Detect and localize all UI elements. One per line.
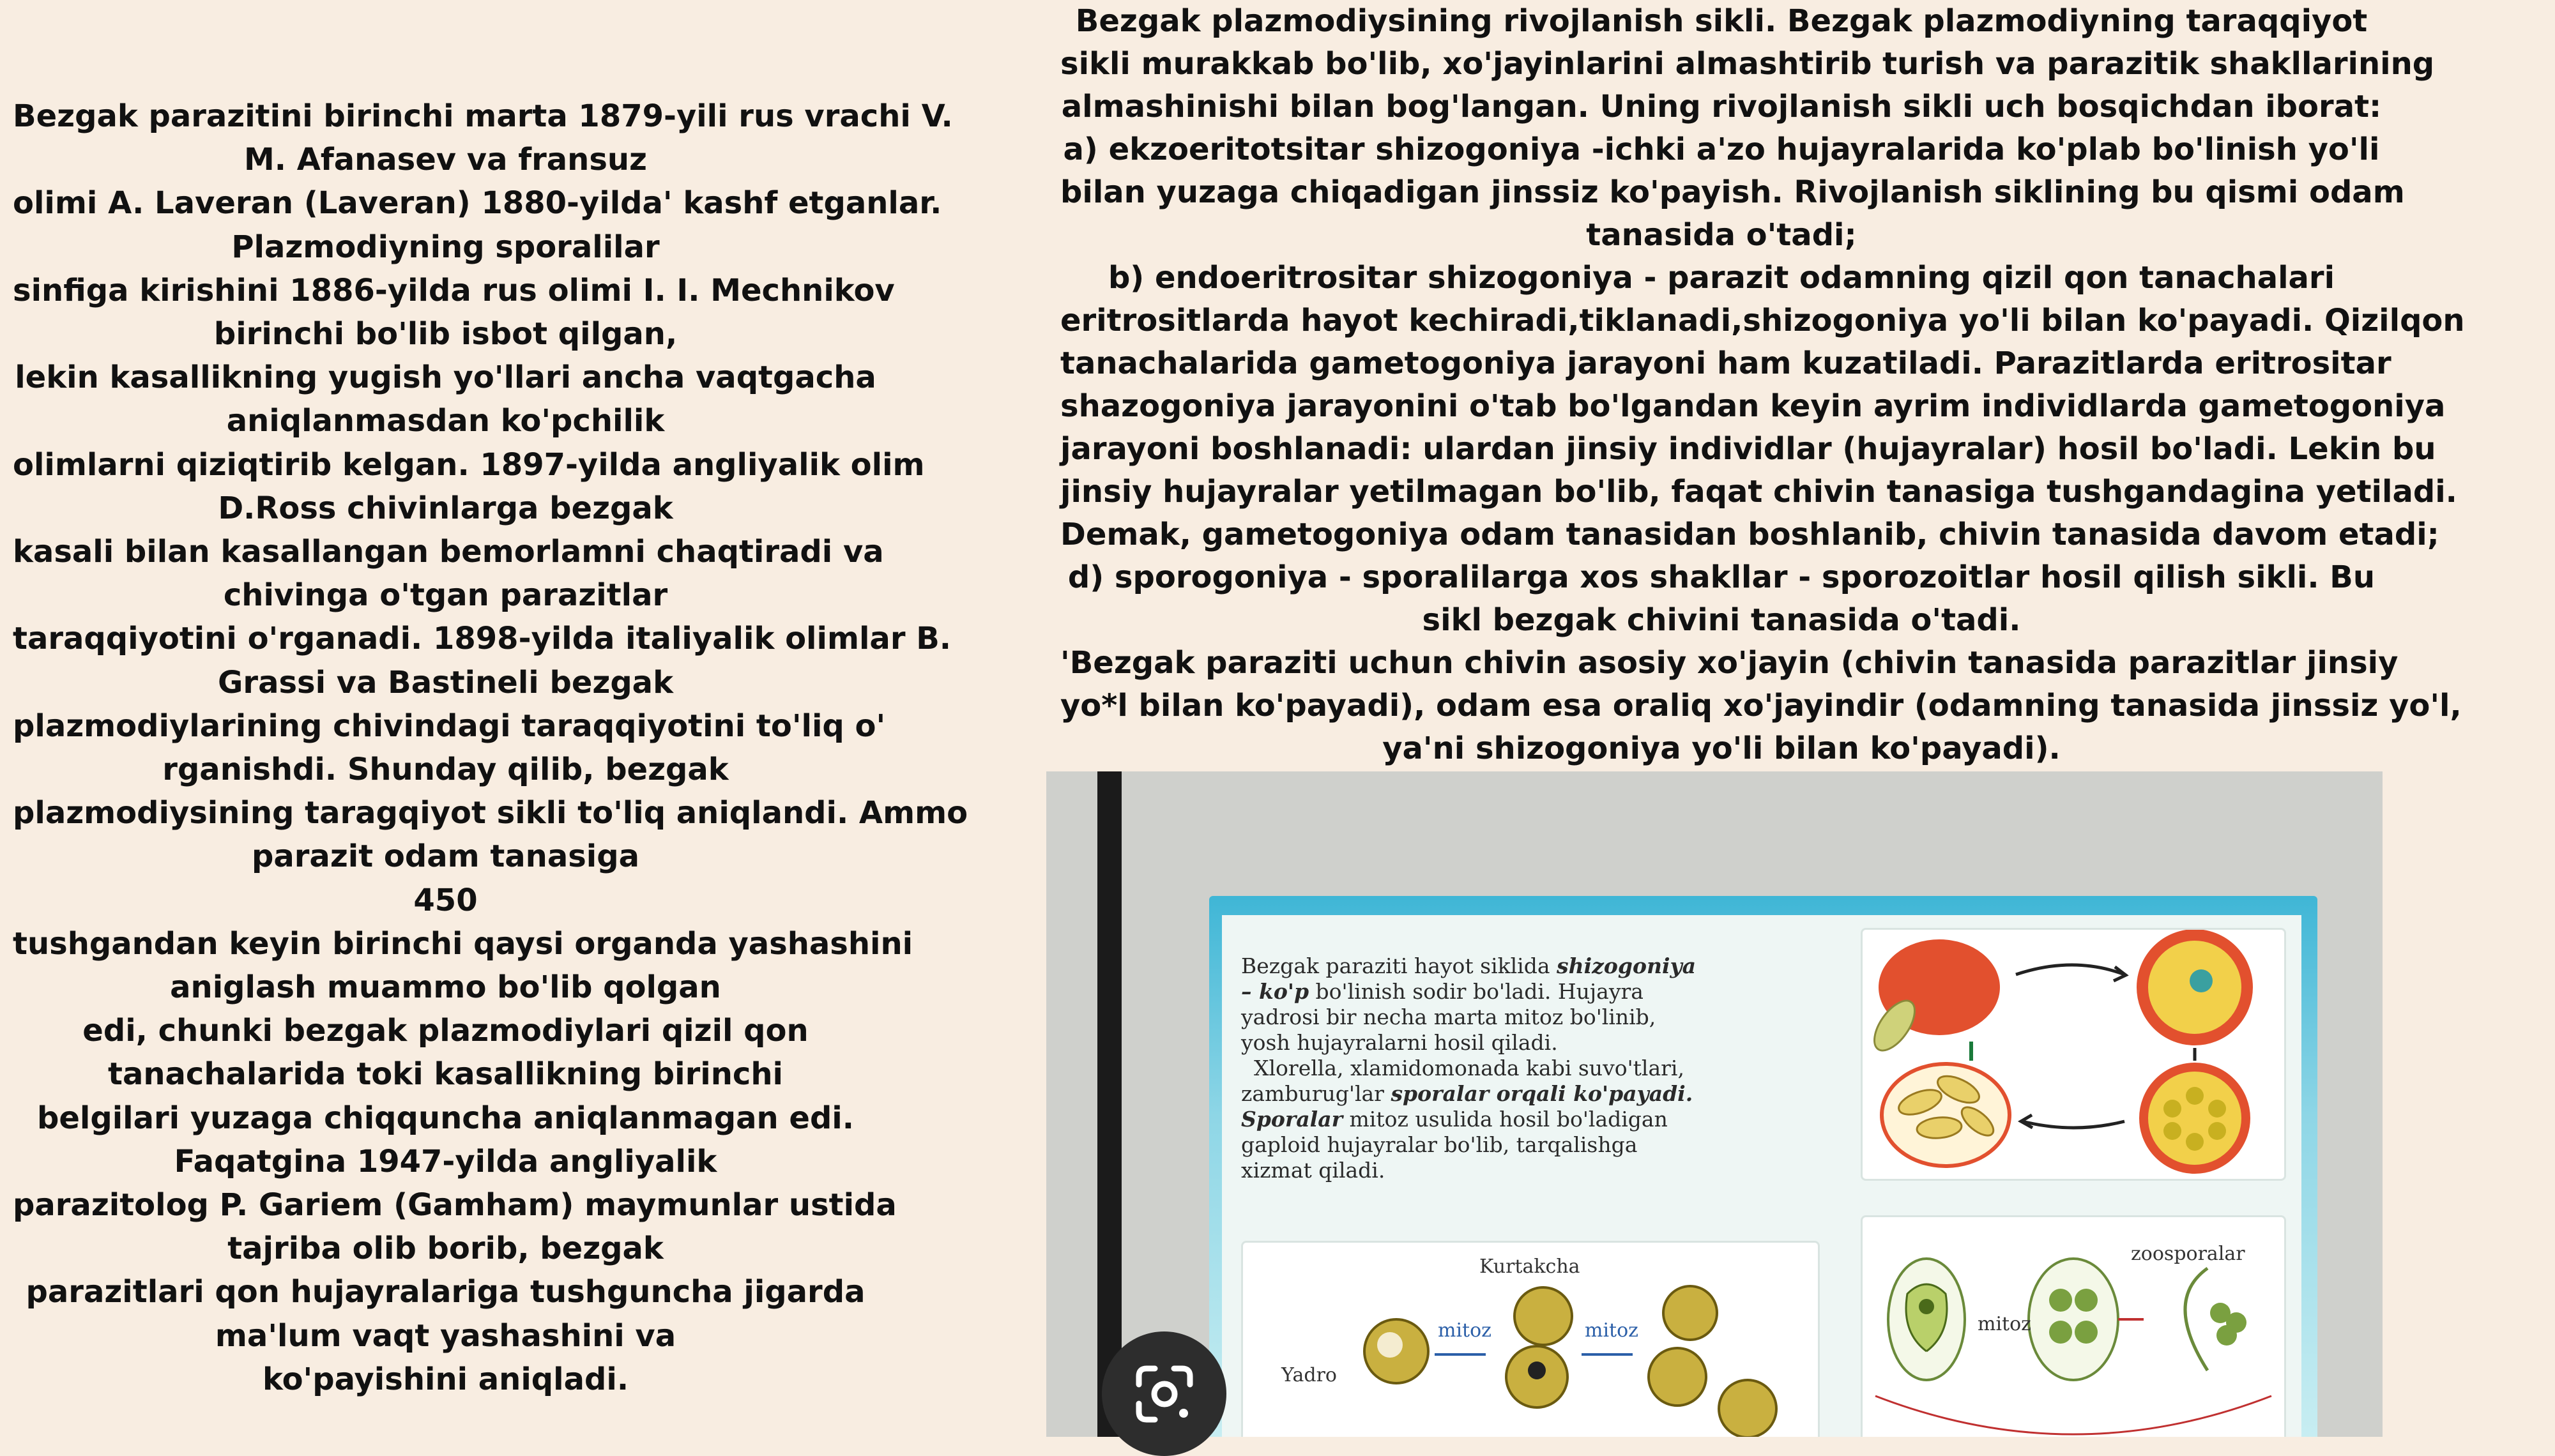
left-text-column <box>13 95 968 1401</box>
left-column-line: edi, chunki bezgak plazmodiylari qizil qon <box>82 1013 809 1049</box>
right-column-line: jarayoni boshlanadi: ulardan jinsiy individlar (hujayralar) hosil bo'ladi. Lekin bu <box>1060 431 2436 467</box>
left-column-line: rganishdi. Shunday qilib, bezgak <box>162 752 729 788</box>
schizont-cell-icon <box>2144 1067 2246 1169</box>
sporangium-icon <box>2029 1259 2118 1380</box>
zoosporalar-label: zoosporalar <box>2131 1243 2245 1265</box>
left-column-line: aniqlanmasdan ko'pchilik <box>226 403 665 439</box>
cycle-illustration <box>1863 930 2284 1179</box>
left-column-line: kasali bilan kasallangan bemorlamni chaqtiradi va <box>13 534 884 570</box>
left-column-line: birinchi bo'lib isbot qilgan, <box>213 316 678 353</box>
book-line: mitoz usulida hosil bo'ladigan <box>1343 1107 1668 1132</box>
right-column-line: ya'ni shizogoniya yo'li bilan ko'payadi). <box>1382 731 2061 766</box>
right-column-line: bilan yuzaga chiqadigan jinssiz ko'payish. Rivojlanish siklining bu qismi odam <box>1060 174 2405 210</box>
right-column-line: b) endoeritrositar shizogoniya - parazit odamning qizil qon tanachalari <box>1108 260 2335 296</box>
google-lens-button[interactable] <box>1102 1331 1226 1456</box>
right-column-line: yo*l bilan ko'payadi), odam esa oraliq xo'jayindir (odamning tanasida jinssiz yo'l, <box>1060 688 2462 724</box>
mitoz-label: mitoz <box>1585 1319 1638 1342</box>
algae-zoospore-diagram <box>1861 1215 2286 1437</box>
left-column-line: belgilari yuzaga chiqquncha aniqlanmagan edi. <box>36 1100 854 1136</box>
book-line-emphasis: shizogoniya <box>1557 953 1697 978</box>
right-column-line: d) sporogoniya - sporalilarga xos shakllar - sporozoitlar hosil qilish sikli. Bu <box>1067 559 2376 595</box>
right-column-line: almashinishi bilan bog'langan. Uning rivojlanish sikli uch bosqichdan iborat: <box>1061 89 2382 125</box>
left-column-line: tushgandan keyin birinchi qaysi organda yashashini <box>13 925 913 962</box>
left-column-line: lekin kasallikning yugish yo'llari ancha vaqtgacha <box>15 360 876 396</box>
left-column-line: D.Ross chivinlarga bezgak <box>218 490 673 526</box>
arrow-icon <box>2016 965 2124 974</box>
left-column-line: aniglash muammo bo'lib qolgan <box>170 969 721 1006</box>
book-line: yosh hujayralarni hosil qiladi. <box>1241 1030 1558 1055</box>
textbook-panel <box>1222 915 2301 1437</box>
left-column-line: olimlarni qiziqtirib kelgan. 1897-yilda angliyalik olim <box>13 446 925 483</box>
left-column-line: tajriba olib borib, bezgak <box>227 1231 664 1267</box>
left-column-line: sinfiga kirishini 1886-yilda rus olimi I. I. Mechnikov <box>13 272 895 308</box>
book-line: yadrosi bir necha marta mitoz bo'linib, <box>1241 1005 1656 1029</box>
book-line: Xlorella, xlamidomonada kabi suvo'tlari, <box>1254 1056 1684 1081</box>
right-column-line: 'Bezgak paraziti uchun chivin asosiy xo'jayin (chivin tanasida parazitlar jinsiy <box>1060 645 2399 681</box>
cycle-arrow-icon <box>1875 1396 2271 1434</box>
yeast-budding-diagram <box>1241 1241 1820 1437</box>
right-column-line: Bezgak plazmodiysining rivojlanish sikli. Bezgak plazmodiyning taraqqiyot <box>1075 3 2368 39</box>
arrow-icon <box>2022 1121 2124 1128</box>
left-column-line: ko'payishini aniqladi. <box>262 1361 629 1397</box>
left-column-line: taraqqiyotini o'rganadi. 1898-yilda italiyalik olimlar B. <box>13 621 952 657</box>
left-column-line: Faqatgina 1947-yilda angliyalik <box>174 1143 717 1179</box>
left-column-line: olimi A. Laveran (Laveran) 1880-yilda' kashf etganlar. <box>13 185 942 222</box>
google-lens-icon <box>1133 1362 1196 1426</box>
book-line-emphasis: sporalar orqali ko'payadi. <box>1391 1081 1693 1106</box>
right-column-line: sikl bezgak chivini tanasida o'tadi. <box>1422 602 2021 638</box>
left-column-line: parazit odam tanasiga <box>252 838 639 875</box>
left-column-line: 450 <box>413 882 478 918</box>
book-line-emphasis: Sporalar <box>1241 1107 1343 1132</box>
left-column-line: plazmodiylarining chivindagi taraqqiyotini to'liq o' <box>13 708 886 744</box>
left-column-line: plazmodiysining taragqiyot sikli to'liq aniqlandi. Ammo <box>13 795 968 831</box>
book-line: Bezgak paraziti hayot siklida <box>1241 953 1557 978</box>
right-column-line: jinsiy hujayralar yetilmagan bo'lib, faqat chivin tanasiga tushgandagina yetiladi. <box>1060 474 2457 510</box>
book-line: xizmat qiladi. <box>1241 1158 1385 1183</box>
kurtakcha-label: Kurtakcha <box>1479 1255 1580 1278</box>
right-column-line: tanachalarida gametogoniya jarayoni ham kuzatiladi. Parazitlarda eritrositar <box>1060 345 2391 381</box>
right-column-line: Demak, gametogoniya odam tanasidan boshlanib, chivin tanasida davom etadi; <box>1060 517 2439 552</box>
left-column-line: parazitlari qon hujayralariga tushguncha jigarda <box>26 1274 866 1310</box>
left-column-line: ma'lum vaqt yashashini va <box>215 1317 676 1354</box>
mitoz-label: mitoz <box>1978 1313 2031 1335</box>
textbook-page <box>1209 896 2317 1437</box>
right-column-line: shazogoniya jarayonini o'tab bo'lgandan keyin ayrim individlarda gametogoniya <box>1060 388 2446 424</box>
book-line: zamburug'lar <box>1241 1081 1391 1106</box>
right-column-line: eritrositlarda hayot kechiradi,tiklanadi,shizogoniya yo'li bilan ko'payadi. Qizilqon <box>1060 303 2465 338</box>
right-column-line: sikli murakkab bo'lib, xo'jayinlarini almashtirib turish va parazitik shakllarining <box>1060 46 2435 82</box>
left-column-line: M. Afanasev va fransuz <box>243 142 647 178</box>
book-line: bo'linish sodir bo'ladi. Hujayra <box>1309 979 1644 1004</box>
photo-dark-strip <box>1097 771 1122 1437</box>
yadro-label: Yadro <box>1281 1364 1337 1386</box>
plasmodium-cycle-diagram <box>1861 928 2286 1181</box>
left-column-line: Bezgak parazitini birinchi marta 1879-yili rus vrachi V. <box>13 98 953 134</box>
textbook-paragraph <box>1241 953 1816 1183</box>
right-column-line: a) ekzoeritotsitar shizogoniya -ichki a'zo hujayralarida ko'plab bo'linish yo'li <box>1063 132 2380 167</box>
left-column-line: Grassi va Bastineli bezgak <box>218 664 673 701</box>
right-text-column <box>1060 0 2465 770</box>
left-column-line: chivinga o'tgan parazitlar <box>223 577 668 614</box>
left-column-line: tanachalarida toki kasallikning birinchi <box>108 1056 783 1093</box>
mitoz-label: mitoz <box>1438 1319 1491 1342</box>
book-line: gaploid hujayralar bo'lib, tarqalishga <box>1241 1132 1638 1157</box>
right-column-line: tanasida o'tadi; <box>1586 217 1857 253</box>
left-column-line: Plazmodiyning sporalilar <box>231 229 660 265</box>
nucleus-icon <box>2190 969 2213 992</box>
book-line-emphasis: – ko'p <box>1241 979 1309 1004</box>
textbook-photo <box>1046 771 2383 1437</box>
left-column-line: parazitolog P. Gariem (Gamham) maymunlar ustida <box>13 1187 897 1224</box>
